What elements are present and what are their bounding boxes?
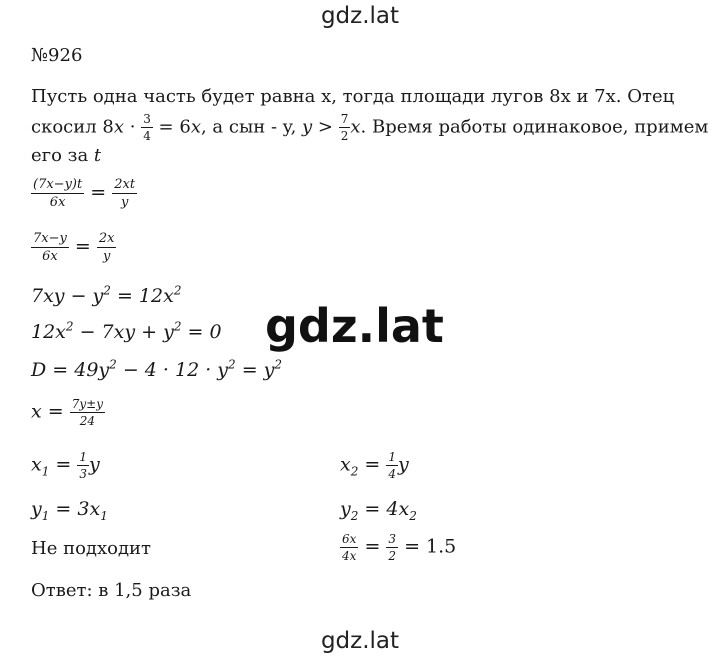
equation-3	[31, 283, 181, 309]
watermark-top: gdz.lat	[320, 3, 400, 29]
equation-7-right	[340, 451, 409, 480]
operator: =	[358, 535, 387, 558]
problem-number: №926	[31, 45, 83, 66]
fraction-numerator: 3	[388, 532, 397, 546]
fraction	[97, 232, 117, 263]
variable: t	[93, 145, 102, 166]
expr: x	[340, 453, 351, 476]
equation-8-left	[31, 496, 108, 522]
fraction-numerator: 2x	[98, 231, 115, 246]
operator: =	[49, 453, 78, 476]
fraction-denominator: 3	[79, 467, 87, 481]
text-span: его за	[31, 145, 94, 166]
fraction-numerator: 6x	[342, 532, 357, 546]
text-span: . Время работы одинаковое, примем	[360, 116, 709, 138]
paragraph-line-2	[31, 113, 708, 142]
expr: D = 49y	[31, 359, 110, 381]
fraction-denominator: 6x	[42, 249, 58, 264]
variable: x	[190, 116, 201, 138]
fraction	[77, 451, 89, 480]
equation-8-right	[340, 496, 417, 522]
expr: x	[31, 453, 42, 476]
fraction-denominator: 6x	[49, 195, 66, 210]
exponent: 2	[274, 357, 283, 372]
exponent: 2	[173, 283, 182, 298]
fraction-denominator: 4x	[342, 549, 357, 563]
operator: =	[68, 235, 97, 258]
fraction-numerator: 1	[79, 450, 87, 464]
fraction	[112, 178, 137, 209]
expr: 7xy − y	[31, 285, 104, 307]
variable: x	[350, 116, 361, 138]
equation-2	[31, 232, 116, 263]
fraction-denominator: 4	[388, 467, 396, 481]
fraction-denominator: y	[120, 195, 129, 210]
answer: Ответ: в 1,5 раза	[31, 580, 192, 601]
expr: − 4 · 12 · y	[116, 359, 229, 381]
expr: y	[398, 453, 409, 476]
fraction	[339, 113, 351, 142]
expr: y	[89, 453, 100, 476]
fraction	[386, 451, 398, 480]
fraction	[31, 232, 69, 263]
fraction-denominator: 24	[79, 414, 95, 428]
subscript: 2	[350, 508, 359, 523]
fraction	[340, 533, 358, 562]
exponent: 2	[228, 357, 236, 372]
equation-6	[31, 398, 105, 427]
expr: = 3x	[49, 498, 101, 520]
fraction	[386, 533, 398, 562]
paragraph-line-1: Пусть одна часть будет равна x, тогда площади лугов 8x и 7x. Отец	[31, 86, 675, 107]
text-span: скосил 8	[31, 116, 114, 138]
operator: =	[358, 453, 387, 476]
equation-4	[31, 319, 222, 345]
not-suitable-text: Не подходит	[31, 538, 152, 559]
fraction-denominator: 2	[388, 549, 397, 563]
text-span: ·	[124, 116, 142, 138]
variable: y	[302, 116, 313, 138]
subscript: 2	[350, 464, 359, 479]
expr: = 1.5	[398, 535, 457, 558]
fraction	[70, 398, 105, 427]
watermark-bottom: gdz.lat	[320, 628, 400, 654]
expr: = 12x	[110, 285, 174, 307]
expr: = y	[235, 359, 275, 381]
exponent: 2	[109, 357, 117, 372]
fraction-numerator: 7x−y	[33, 231, 67, 246]
fraction-numerator: 3	[143, 112, 151, 126]
fraction-numerator: 7	[340, 112, 349, 126]
variable: x	[113, 116, 125, 138]
fraction-denominator: y	[102, 249, 111, 264]
exponent: 2	[65, 319, 74, 334]
watermark-center: gdz.lat	[265, 299, 444, 353]
text-span: >	[312, 116, 339, 138]
expr: = 0	[181, 321, 222, 343]
equation-9-right	[340, 533, 456, 562]
operator: =	[84, 181, 113, 204]
exponent: 2	[103, 283, 111, 298]
text-span: = 6	[152, 116, 191, 138]
fraction	[141, 113, 153, 142]
expr: = 4x	[358, 498, 410, 520]
fraction-denominator: 4	[143, 129, 151, 143]
subscript: 2	[409, 508, 417, 523]
exponent: 2	[173, 319, 182, 334]
text-span: , а сын - y,	[200, 116, 303, 138]
expr: y	[340, 498, 351, 520]
fraction-numerator: 1	[388, 450, 396, 464]
fraction-numerator: 7y±y	[71, 397, 103, 411]
subscript: 1	[41, 508, 50, 523]
equation-7-left	[31, 451, 100, 480]
expr: y	[31, 498, 42, 520]
expr: 12x	[31, 321, 66, 343]
expr: x =	[31, 400, 70, 423]
paragraph-line-3	[31, 143, 101, 169]
fraction-numerator: (7x−y)t	[33, 177, 83, 192]
expr: − 7xy + y	[73, 321, 174, 343]
fraction-denominator: 2	[340, 129, 349, 143]
fraction	[31, 178, 84, 209]
equation-1	[31, 178, 137, 209]
equation-5	[31, 357, 282, 383]
fraction-numerator: 2xt	[114, 177, 136, 192]
subscript: 1	[41, 464, 50, 479]
subscript: 1	[100, 508, 108, 523]
